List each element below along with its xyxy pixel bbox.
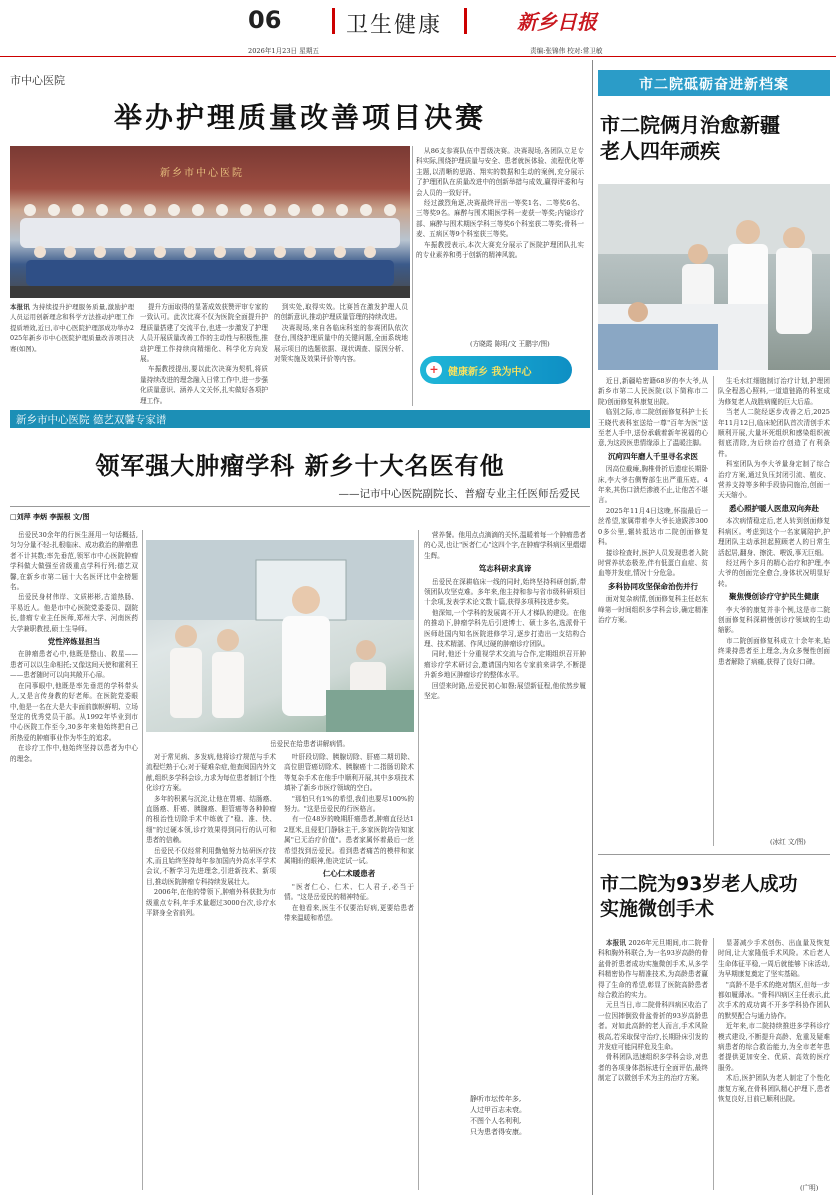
article3-sub1: 沉疴四年磨人千里寻名求医 <box>608 451 698 461</box>
article1-col2-p2: 车振教授提出,要以此次决赛为契机,将质量持续改进的理念融入日常工作中,进一步强化质量意识、涵养人文关怀,扎实做好各项护理工作。 <box>140 365 268 405</box>
article2-col4-p4: 同时,他还十分重视学术交流与合作,定期组织召开肿瘤诊疗学术研讨会,邀请国内知名专家前来讲学,不断提升新乡地区肿瘤诊疗的整体水平。 <box>424 650 586 680</box>
article2-lead: 岳爱民30余年的行医生涯用一句话概括,匀匀分量不轻:扎根临床、成功救治的肿瘤患者不计其数;率先垂范,领军市中心医院肿瘤学科做大做强至省级重点学科行列;德艺双馨,在新乡市第二届十大名医评比中金榜题名。 <box>10 531 138 592</box>
article4-col1-p3: 骨科团队迅速组织多学科会诊,对患者的各项身体指标进行全面评估,最终制定了以微创手术为主的治疗方案。 <box>598 1053 708 1083</box>
article2-col3-p1: 叶肝段切除、胰腺切除、肝癌二期切除、高位胆管癌切除术、胰腺癌十二指肠切除术等复杂手术在他手中顺利开展,其中多项技术填补了新乡市医疗领域的空白。 <box>284 753 414 793</box>
right-section-rule <box>598 854 830 855</box>
article2-col4 <box>424 530 586 1090</box>
article3-col2 <box>718 376 830 834</box>
article1-byline: (方晓霞 陈明/文 王鹏宇/图) <box>470 340 550 348</box>
article4-col1 <box>598 938 708 1190</box>
article2-col4-p2: 岳爱民在深耕临床一线的同时,始终坚持科研创新,带领团队攻坚克难。多年来,他主持和参与省市级科研项目十余项,发表学术论文数十篇,获得多项科技进步奖。 <box>424 577 586 607</box>
article1-col4 <box>416 146 584 342</box>
header-divider-left <box>332 8 335 34</box>
article2-photo <box>146 540 414 732</box>
article2-sub1: 党性淬炼显担当 <box>47 637 101 647</box>
article4-byline: (广明) <box>800 1184 819 1192</box>
col-divider-a2-1 <box>142 530 143 1190</box>
article2-sub2: 仁心仁术暖患者 <box>322 869 376 879</box>
article1-col2 <box>140 302 268 406</box>
article4-col2-p1: 显著减少手术创伤、出血量及恢复时间,让大家隆低手术风险。术后老人生命体征平稳,一周后就能够下床活动,为早期康复奠定了坚实基础。 <box>718 939 830 979</box>
article2-column-tag <box>10 410 590 428</box>
article3-sub3: 多科协同攻坚保命治伤并行 <box>608 581 698 591</box>
section-title: 卫生健康 <box>346 13 443 38</box>
article3-col2-p2: 当老人二院经逐步改善之后,2025年11月12日,临床轮团队首次清创手术顺利开展,大量坏死组织和感染组织被彻底清除,为后续治疗创造了有利条件。 <box>718 408 830 458</box>
article2-col3-p4: "医者仁心、仁术、仁人君子,必当于情。"这是岳爱民的精神特征。 <box>284 882 414 902</box>
col-divider-a4 <box>713 938 714 1190</box>
ward-figures <box>598 184 830 370</box>
article2-col2-p1: 对于常见病、多发病,他将诊疗规范与手术流程烂熟于心;对于疑难杂症,他查阅国内外文献,组织多学科会诊,力求为每位患者制订个性化诊疗方案。 <box>146 753 276 793</box>
column-tag-text: 新乡市中心医院 德艺双馨专家谱 <box>16 414 167 426</box>
article2-poem <box>470 1094 580 1138</box>
article1-col3-p1: 到实处,取得实效。比赛旨在激发护理人员的创新意识,推动护理质量管理的持续改进。 <box>274 303 408 322</box>
article4-col2-p2: "高龄不是手术的绝对禁区,但每一步都如履薄冰。"骨科四病区主任表示,此次手术的成功离不开多学科协作团队的默契配合与通力协作。 <box>718 980 830 1020</box>
article2-col1-p4: 在同事眼中,他既是率先垂范的学科带头人,又是言传身教的好老师。在医院党委眼中,他是一名在大是大非面前旗帜鲜明、立场坚定的优秀党员干部。从1992年毕业到市中心医院工作至今,30多年来他始终把自己所热爱的肿瘤事业作为毕生的追求。 <box>10 681 138 742</box>
right-column-divider <box>592 60 593 1195</box>
article3-sub2: 悉心照护暖人医患双向奔赴 <box>729 503 819 513</box>
article3-lead: 近日,新疆哈密籍68岁的李大爷,从新乡市第二人民医院(以下简称市二院)创面修复科康复出院。 <box>598 377 708 406</box>
poem-line-2: 人过甲百志未衰。 <box>470 1106 526 1114</box>
article2-col2-p4: 2006年,在他的带领下,肿瘤外科获批为市级重点专科,年手术量超过3000台次,诊疗水平跻身全省前列。 <box>146 888 276 918</box>
article4-lead-label: 本报讯 <box>605 939 627 947</box>
article4-col2-p3: 近年来,市二院持续推进多学科诊疗模式建设,不断提升高龄、危重及疑难病患者的综合救治能力,为全市老年患者提供更加安全、优质、高效的医疗服务。 <box>718 1022 830 1072</box>
article3-byline: (冰红 文/图) <box>770 838 806 846</box>
article4-lead: 2026年元旦期间,市二院骨科和胸外科联合,为一名93岁高龄的骨盆骨折患者成功实施微创手术,从多学科精密协作与精准技术,为高龄患者赢得了生命的希望,彰显了医院高龄患者综合救治的实力。 <box>598 939 708 1000</box>
article3-col2-p6: 李大爷的康复并非个例,这是市二院创面修复科深耕慢创诊疗领域的生动缩影。 <box>718 605 830 635</box>
photo-banner-text: 新乡市中心医院 <box>160 168 244 179</box>
article3-headline: 市二院俩月治愈新疆老人四年顽疾 <box>600 113 780 163</box>
article4-col2 <box>718 938 830 1180</box>
header-rule <box>0 56 836 57</box>
page-header <box>0 0 836 55</box>
article2-col1-p3: 在肿瘤患者心中,他既是整山、救星——患者可以以生命相托;又像这间天使和霍利王——患者随时可以向其敞开心扉。 <box>10 650 138 680</box>
masthead-logo: 新乡日报 <box>517 10 597 34</box>
article3-col2-p5: 经过两个多月的精心治疗和护理,李大爷的创面完全愈合,身体状况明显好转。 <box>718 558 830 588</box>
article1-headline: 举办护理质量改善项目决赛 <box>113 101 486 134</box>
article2-photo-caption: 岳爱民在给患者讲解病情。 <box>270 740 350 748</box>
article2-col2-p2: 多年的积累与沉淀,让他在胃癌、结肠癌、直肠癌、肝癌、胰腺癌、胆管癌等各种肿瘤的根治性切除手术中练就了"稳、准、快、细"的过硬本领,诊疗效果得到同行的认可和患者的信赖。 <box>146 794 276 845</box>
article3-col1-p3: 因高位截瘫,胸椎骨折后遗症长期卧床,李大爷右侧臀部生出严重压疮。4年来,其伤口溃烂渗液不止,让他苦不堪言。 <box>598 465 708 505</box>
doctor-figures <box>146 540 414 732</box>
article3-photo <box>598 184 830 370</box>
article3-col2-p4: 本次病情稳定后,老人转到创面修复科病区。考虑到这个一名家属陪护,护理团队主动承担起照顾老人的日常生活起居,翻身、擦洗、喂饭,事无巨细。 <box>718 517 830 557</box>
article4-col1-p2: 元旦当日,市二院骨科四病区收治了一位因摔倒致骨盆骨折的93岁高龄患者。对如此高龄的老人而言,手术风险极高,若采取保守治疗,长期卧床引发的并发症可能同样危及生命。 <box>598 1001 708 1052</box>
caption-text: 为持续提升护理服务质量,激励护理人员运用创新理念和科学方法推动护理工作提质增效,近日,市中心医院护理部成功举办2025年新乡市中心医院护理质量改善项目决赛(如图)。 <box>10 303 134 353</box>
header-divider-right <box>464 8 467 34</box>
article3-col1 <box>598 376 708 846</box>
article1-kicker: 市中心医院 <box>10 74 65 87</box>
date-line: 2026年1月23日 星期五 <box>248 47 320 55</box>
article3-col2-p3: 科室团队为李大爷量身定制了综合治疗方案,通过负压封闭引流、植皮、营养支持等多种手段协同施治,创面一天天缩小。 <box>718 460 830 500</box>
article2-sub3: 笃志科研求真谛 <box>478 564 532 574</box>
article3-col2-p1: 生毛水红细胞制订治疗计划,护理团队全程悉心照料,一道道链路的科室成为修复老人战胜病魔的巨大后盾。 <box>718 377 830 406</box>
article2-byline: □刘萍 李炳 李振根 文/图 <box>10 513 90 521</box>
article2-col4-p3: 他深知,一个学科的发展离不开人才梯队的建设。在他的推动下,肿瘤学科先后引进博士、硕士多名,选派骨干医师赴国内知名医院进修学习,逐步打造出一支结构合理、技术精湛、作风过硬的肿瘤诊疗团队。 <box>424 608 586 649</box>
article2-col4-p5: 回望来时路,岳爱民初心如磐;展望新征程,他依然步履坚定。 <box>424 681 586 701</box>
article2-col4-p1: 营养餐。他用点点滴滴的关怀,温暖着每一个肿瘤患者的心灵,也让"医者仁心"这四个字,在肿瘤学科病区里熠熠生辉。 <box>424 531 586 560</box>
article1-col4-p1: 从86支参赛队伍中晋级决赛。决赛现场,各团队立足专科实际,围绕护理质量与安全、患者就医体验、流程优化等主题,以清晰的思路、翔实的数据和生动的案例,充分展示了护理团队在质量改进中的创新举措与成效,赢得评委和与会人员的一致好评。 <box>416 147 584 197</box>
banner-ad <box>420 356 572 384</box>
editor-line: 责编:张锦伟 校对:常卫敏 <box>530 47 603 55</box>
article2-col2 <box>146 752 276 1190</box>
article3-col2-p7: 市二院创面修复科成立十余年来,始终秉持患者至上理念,为众多慢性创面患者解除了病痛,获得了良好口碑。 <box>718 636 830 666</box>
article1-col2-p1: 提升方面取得的显著成效获赞评审专家的一致认可。此次比赛不仅为医院全面提升护理质量搭建了交流平台,也进一步激发了护理人员开展质量改善工作的主动性与积极性,推动护理工作持续向精细化、科学化方向发展。 <box>140 303 268 364</box>
article2-subheadline: ——记市中心医院副院长、普瘤专业主任医师岳爱民 <box>338 488 580 500</box>
article4-col2-p4: 术后,医护团队为老人制定了个性化康复方案,在骨科团队精心护理下,患者恢复良好,目前已顺利出院。 <box>718 1074 830 1104</box>
article2-col3-p3: 有一位48岁的晚期肝癌患者,肿瘤直径达12厘米,且侵犯门静脉主干,多家医院均告知家属"已无治疗价值"。患者家属怀着最后一丝希望找到岳爱民。看到患者痛苦的模样和家属期盼的眼神,他决定试一试。 <box>284 815 414 866</box>
article3-col1-p5: 接诊检查时,医护人员发现患者入院时营养状态极差,伴有低蛋白血症、贫血等并发症,情况十分危急。 <box>598 548 708 578</box>
group-figures <box>10 190 410 298</box>
article1-col3-p2: 决赛现场,来自各临床科室的参赛团队依次登台,围绕护理质量中的关键问题,全面系统地展示项目的选题依据、现状调查、原因分析、对策实施及效果评价等内容。 <box>274 323 408 364</box>
article3-banner-text: 市二院砥砺奋进新档案 <box>639 77 789 93</box>
caption-label: 本报讯 <box>10 303 30 311</box>
article2-headline: 领军强大肿瘤学科 新乡十大名医有他 <box>95 451 505 480</box>
article2-col3 <box>284 752 414 1190</box>
poem-line-4: 只为患者得安康。 <box>470 1128 526 1136</box>
banner-ad-icon: + <box>426 362 442 378</box>
poem-line-1: 静听市坛传年多, <box>470 1095 522 1103</box>
article3-col1-p4: 2025年11月4日这晚,怀揣最后一丝希望,家属带着李大爷长途跋涉3000多公里,辗转抵达市二院创面修复科。 <box>598 506 708 547</box>
article1-group-photo <box>10 146 410 298</box>
article2-col1 <box>10 530 138 1190</box>
article3-banner <box>598 70 830 96</box>
article1-col3 <box>274 302 408 406</box>
article1-col4-p3: 车振教授表示,本次大赛充分展示了医院护理团队扎实的专业素养和勇于创新的精神风貌。 <box>416 240 584 260</box>
col-divider-a1 <box>412 146 413 406</box>
col-divider-a2-2 <box>418 530 419 1190</box>
article2-rule <box>10 506 590 507</box>
banner-ad-text: 健康新乡 我为中心 <box>448 367 532 378</box>
article3-col1-p2: 临别之际,市二院创面修复科护士长王晓代表科室送给一尊"百年为医"送至老人手中,送份承载着新年祝福的心意,为这段医患情缘添上了温暖注脚。 <box>598 408 708 448</box>
page-number: 06 <box>248 6 282 34</box>
article2-col1-p2: 岳爱民身材伟岸、文质彬彬,古道热肠、平易近人。他是市中心医院党委委员、副院长,普瘤专业主任医师,郑州大学、河南医药大学兼职教授,硕士生导师。 <box>10 593 138 633</box>
article3-col1-p6: 面对复杂病情,创面修复科主任赵东峰第一时间组织多学科会诊,确定精准治疗方案。 <box>598 595 708 624</box>
article2-col3-p5: 在他看来,医生不仅要治好病,更要给患者带来温暖和希望。 <box>284 903 414 923</box>
article2-col1-p5: 在诊疗工作中,他始终坚持以患者为中心的理念。 <box>10 744 138 763</box>
article3-sub4: 聚焦慢创诊疗守护民生健康 <box>729 592 819 602</box>
article4-headline: 市二院为93岁老人成功实施微创手术 <box>600 873 798 920</box>
article1-caption <box>10 302 134 406</box>
poem-line-3: 不图个人名利利, <box>470 1117 522 1125</box>
article2-col3-p2: "那怕只有1%的希望,我们也要尽100%的努力。"这是岳爱民的行医格言。 <box>284 794 414 814</box>
col-divider-a3 <box>713 376 714 846</box>
article1-col4-p2: 经过激烈角逐,决赛最终评出一等奖1名、二等奖6名、三等奖9名。麻醉与围术期医学科一麦获一等奖;内镜诊疗部、麻醉与围术期医学科三等奖6个科室获二等奖;骨科一麦、五病区等9个科室获三等奖。 <box>416 199 584 239</box>
article2-col2-p3: 岳爱民不仅经常利用勤勉努力钻研医疗技术,而且始终坚持每年参加国内外高水平学术会议,不断学习先进理念,引进新技术、新项目,推动医院肿瘤专科持续发展壮大。 <box>146 846 276 886</box>
